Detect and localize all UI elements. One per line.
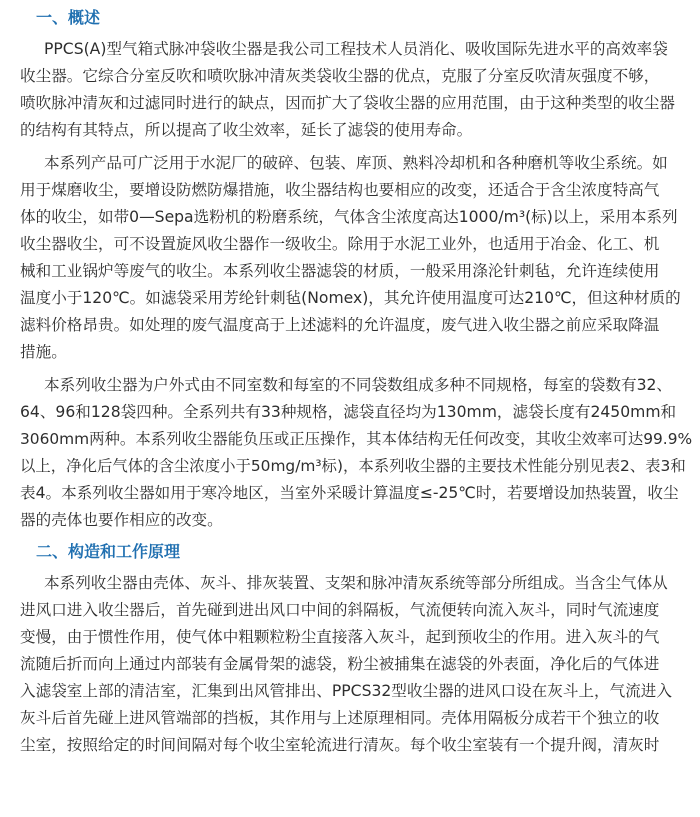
- paragraph-line: 器的壳体也要作相应的改变。: [20, 511, 223, 529]
- paragraph-line: 体的收尘，如带0—Sepa选粉机的粉磨系统，气体含尘浓度高达1000/m³(标)以上，采用本系列: [20, 208, 678, 226]
- paragraph-line: 用于煤磨收尘，要增设防燃防爆措施，收尘器结构也要相应的改变，还适合于含尘浓度特高气: [20, 181, 660, 199]
- section-heading-overview: 一、概述: [36, 8, 101, 27]
- paragraph-line: 流随后折而向上通过内部装有金属骨架的滤袋，粉尘被捕集在滤袋的外表面，净化后的气体进: [20, 655, 660, 673]
- paragraph-line: 64、96和128袋四种。全系列共有33种规格，滤袋直径均为130mm，滤袋长度有2450mm和: [20, 403, 677, 421]
- paragraph-line: 进风口进入收尘器后，首先碰到进出风口中间的斜隔板，气流便转向流入灰斗，同时气流速度: [20, 601, 660, 619]
- paragraph-line: 3060mm两种。本系列收尘器能负压或正压操作，其本体结构无任何改变，其收尘效率可达99.9%: [20, 430, 693, 448]
- paragraph-line: 的结构有其特点，所以提高了收尘效率，延长了滤袋的使用寿命。: [20, 121, 473, 139]
- paragraph-line: 措施。: [20, 343, 67, 361]
- paragraph-line: 收尘器。它综合分室反吹和喷吹脉冲清灰类袋收尘器的优点，克服了分室反吹清灰强度不够，: [20, 67, 660, 85]
- paragraph-line: 本系列产品可广泛用于水泥厂的破碎、包装、库顶、熟料冷却机和各种磨机等收尘系统。如: [44, 154, 668, 172]
- paragraph-line: 喷吹脉冲清灰和过滤同时进行的缺点，因而扩大了袋收尘器的应用范围，由于这种类型的收尘器: [20, 94, 675, 112]
- paragraph-line: 尘室，按照给定的时间间隔对每个收尘室轮流进行清灰。每个收尘室装有一个提升阀，清灰时: [20, 736, 660, 754]
- paragraph-line: 变慢，由于惯性作用，使气体中粗颗粒粉尘直接落入灰斗，起到预收尘的作用。进入灰斗的气: [20, 628, 660, 646]
- paragraph-line: 收尘器收尘，可不设置旋风收尘器作一级收尘。除用于水泥工业外，也适用于冶金、化工、机: [20, 235, 660, 253]
- paragraph-line: 表4。本系列收尘器如用于寒冷地区，当室外采暖计算温度≤-25℃时，若要增设加热装置，收尘: [20, 484, 679, 502]
- paragraph-line: 温度小于120℃。如滤袋采用芳纶针刺毡(Nomex)，其允许使用温度可达210℃，但这种材质的: [20, 289, 681, 307]
- paragraph-line: 本系列收尘器为户外式由不同室数和每室的不同袋数组成多种不同规格，每室的袋数有32、: [44, 376, 672, 394]
- paragraph-line: 以上，净化后气体的含尘浓度小于50mg/m³标)，本系列收尘器的主要技术性能分别见表2、表3和: [20, 457, 686, 475]
- paragraph-line: 械和工业锅炉等废气的收尘。本系列收尘器滤袋的材质，一般采用涤沦针刺毡，允许连续使用: [20, 262, 660, 280]
- section-heading-structure: 二、构造和工作原理: [36, 542, 181, 561]
- paragraph-line: 滤料价格昂贵。如处理的废气温度高于上述滤料的允许温度，废气进入收尘器之前应采取降温: [20, 316, 660, 334]
- paragraph-line: 本系列收尘器由壳体、灰斗、排灰装置、支架和脉冲清灰系统等部分所组成。当含尘气体从: [44, 574, 668, 592]
- paragraph-line: 入滤袋室上部的清洁室，汇集到出风管排出、PPCS32型收尘器的进风口设在灰斗上，气流进入: [20, 682, 672, 700]
- paragraph-line: PPCS(A)型气箱式脉冲袋收尘器是我公司工程技术人员消化、吸收国际先进水平的高效率袋: [44, 40, 668, 58]
- paragraph-line: 灰斗后首先碰上进风管端部的挡板，其作用与上述原理相同。壳体用隔板分成若干个独立的收: [20, 709, 660, 727]
